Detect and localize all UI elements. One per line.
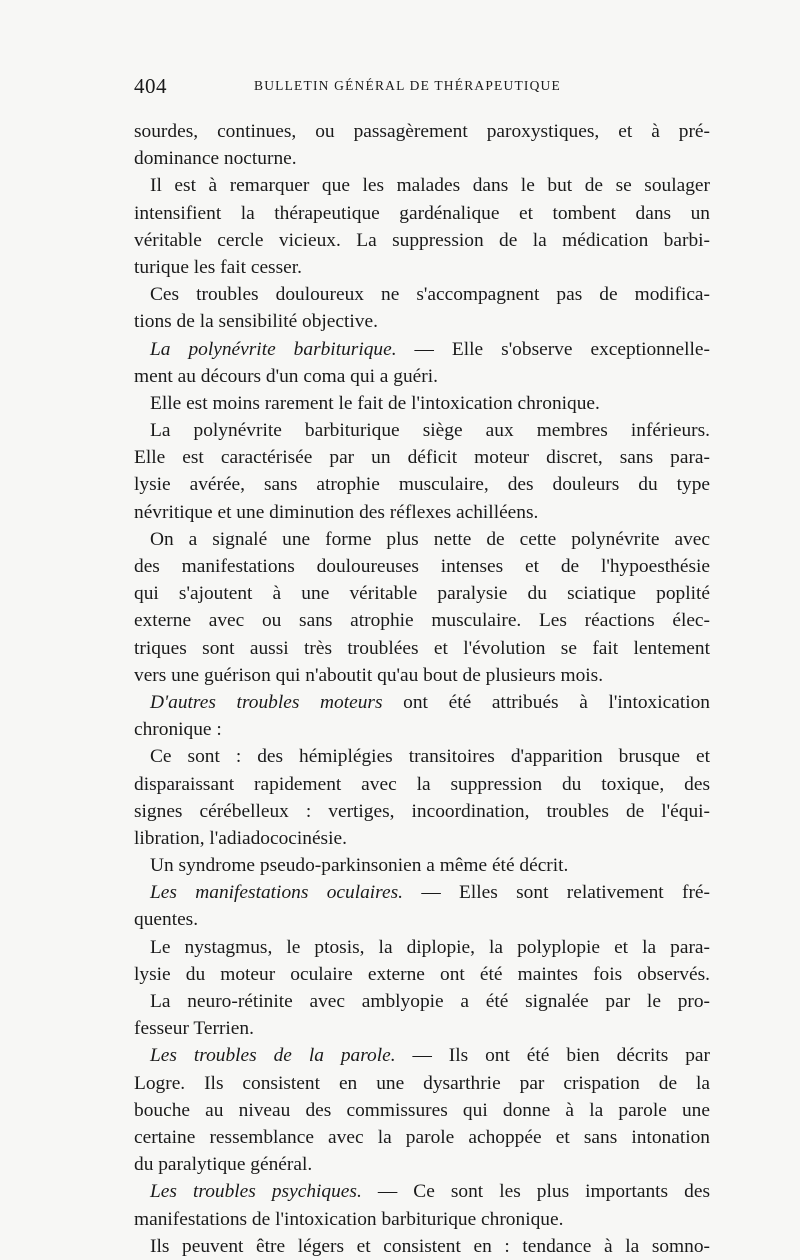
text-line: [134, 417, 710, 444]
line-text: certaine ressemblance avec la parole achoppée et sans intonation: [134, 1126, 710, 1148]
text-line: [134, 118, 710, 145]
body-text: [134, 118, 710, 1260]
line-text: dominance nocturne.: [134, 148, 297, 170]
line-text: Elle est moins rarement le fait de l'intoxication chronique.: [150, 392, 600, 414]
line-text: Il est à remarquer que les malades dans le but de se soulager: [150, 175, 710, 197]
text-line: [134, 336, 710, 363]
text-line: [134, 1015, 710, 1042]
text-line: [134, 580, 710, 607]
text-line: [134, 743, 710, 770]
text-line: [134, 444, 710, 471]
text-line: [134, 227, 710, 254]
line-text: Un syndrome pseudo-parkinsonien a même été décrit.: [150, 855, 569, 877]
line-text: — Elles sont relativement fré-: [403, 882, 710, 904]
text-line: [134, 172, 710, 199]
line-text: Le nystagmus, le ptosis, la diplopie, la polyplopie et la para-: [150, 936, 710, 958]
section-heading-italic: La polynévrite barbiturique.: [150, 338, 397, 360]
line-text: Elle est caractérisée par un déficit moteur discret, sans para-: [134, 447, 710, 469]
line-text: chronique :: [134, 719, 222, 741]
text-line: [134, 798, 710, 825]
text-line: [134, 145, 710, 172]
line-text: tions de la sensibilité objective.: [134, 311, 378, 333]
section-heading-italic: Les troubles psychiques.: [150, 1181, 362, 1203]
text-line: [134, 716, 710, 743]
text-line: [134, 1042, 710, 1069]
text-line: [134, 879, 710, 906]
running-title: BULLETIN GÉNÉRAL DE THÉRAPEUTIQUE: [254, 78, 561, 93]
line-text: névritique et une diminution des réflexes achilléens.: [134, 501, 539, 523]
line-text: vers une guérison qui n'aboutit qu'au bout de plusieurs mois.: [134, 664, 604, 686]
line-text: turique les fait cesser.: [134, 256, 302, 278]
line-text: ont été attribués à l'intoxication: [382, 691, 710, 713]
text-line: [134, 825, 710, 852]
line-text: véritable cercle vicieux. La suppression de la médication barbi-: [134, 229, 710, 251]
line-text: Ces troubles douloureux ne s'accompagnent pas de modifica-: [150, 284, 710, 306]
text-line: [134, 934, 710, 961]
text-line: [134, 254, 710, 281]
line-text: manifestations de l'intoxication barbiturique chronique.: [134, 1208, 564, 1230]
line-text: sourdes, continues, ou passagèrement paroxystiques, et à pré-: [134, 121, 710, 142]
line-text: Ce sont : des hémiplégies transitoires d'apparition brusque et: [150, 746, 710, 768]
line-text: bouche au niveau des commissures qui donne à la parole une: [134, 1099, 710, 1121]
line-text: ment au décours d'un coma qui a guéri.: [134, 365, 438, 387]
line-text: lysie du moteur oculaire externe ont été maintes fois observés.: [134, 963, 710, 985]
line-text: quentes.: [134, 909, 199, 931]
line-text: disparaissant rapidement avec la suppression du toxique, des: [134, 773, 710, 795]
line-text: La neuro-rétinite avec amblyopie a été signalée par le pro-: [150, 991, 710, 1012]
line-text: libration, l'adiadococinésie.: [134, 827, 347, 849]
text-line: [134, 308, 710, 335]
text-line: [134, 961, 710, 988]
text-line: [134, 471, 710, 498]
text-line: [134, 363, 710, 390]
text-line: [134, 499, 710, 526]
line-text: On a signalé une forme plus nette de cette polynévrite avec: [150, 528, 710, 550]
text-line: [134, 635, 710, 662]
text-line: [134, 988, 710, 1015]
section-heading-italic: Les troubles de la parole.: [150, 1045, 396, 1067]
line-text: externe avec ou sans atrophie musculaire. Les réactions élec-: [134, 610, 710, 632]
line-text: signes cérébelleux : vertiges, incoordination, troubles de l'équi-: [134, 800, 710, 822]
text-line: [134, 906, 710, 933]
line-text: — Ils ont été bien décrits par: [395, 1045, 710, 1067]
text-line: [134, 1097, 710, 1124]
line-text: — Elle s'observe exceptionnelle-: [396, 338, 710, 360]
text-line: [134, 1151, 710, 1178]
text-line: [134, 200, 710, 227]
text-line: [134, 281, 710, 308]
line-text: qui s'ajoutent à une véritable paralysie du sciatique poplité: [134, 583, 710, 605]
text-line: [134, 390, 710, 417]
text-line: [134, 771, 710, 798]
line-text: lysie avérée, sans atrophie musculaire, des douleurs du type: [134, 474, 710, 496]
text-line: [134, 1070, 710, 1097]
section-heading-italic: Les manifestations oculaires.: [150, 882, 403, 904]
section-heading-italic: D'autres troubles moteurs: [150, 691, 383, 713]
text-line: [134, 1233, 710, 1260]
line-text: — Ce sont les plus importants des: [361, 1181, 710, 1203]
text-line: [134, 689, 710, 716]
line-text: fesseur Terrien.: [134, 1018, 254, 1040]
text-line: [134, 553, 710, 580]
text-line: [134, 1124, 710, 1151]
line-text: Logre. Ils consistent en une dysarthrie par crispation de la: [134, 1072, 710, 1094]
line-text: des manifestations douloureuses intenses et de l'hypoesthésie: [134, 556, 710, 577]
text-line: [134, 1178, 710, 1205]
text-line: [134, 607, 710, 634]
line-text: triques sont aussi très troublées et l'évolution se fait lentement: [134, 637, 710, 659]
page-number: 404: [134, 74, 167, 98]
line-text: intensifient la thérapeutique gardénalique et tombent dans un: [134, 202, 710, 224]
line-text: Ils peuvent être légers et consistent en : tendance à la somno-: [150, 1235, 710, 1257]
line-text: La polynévrite barbiturique siège aux membres inférieurs.: [150, 420, 710, 442]
text-line: [134, 662, 710, 689]
text-line: [134, 1206, 710, 1233]
line-text: du paralytique général.: [134, 1154, 313, 1176]
page-header: [134, 74, 714, 104]
text-line: [134, 852, 710, 879]
text-line: [134, 526, 710, 553]
